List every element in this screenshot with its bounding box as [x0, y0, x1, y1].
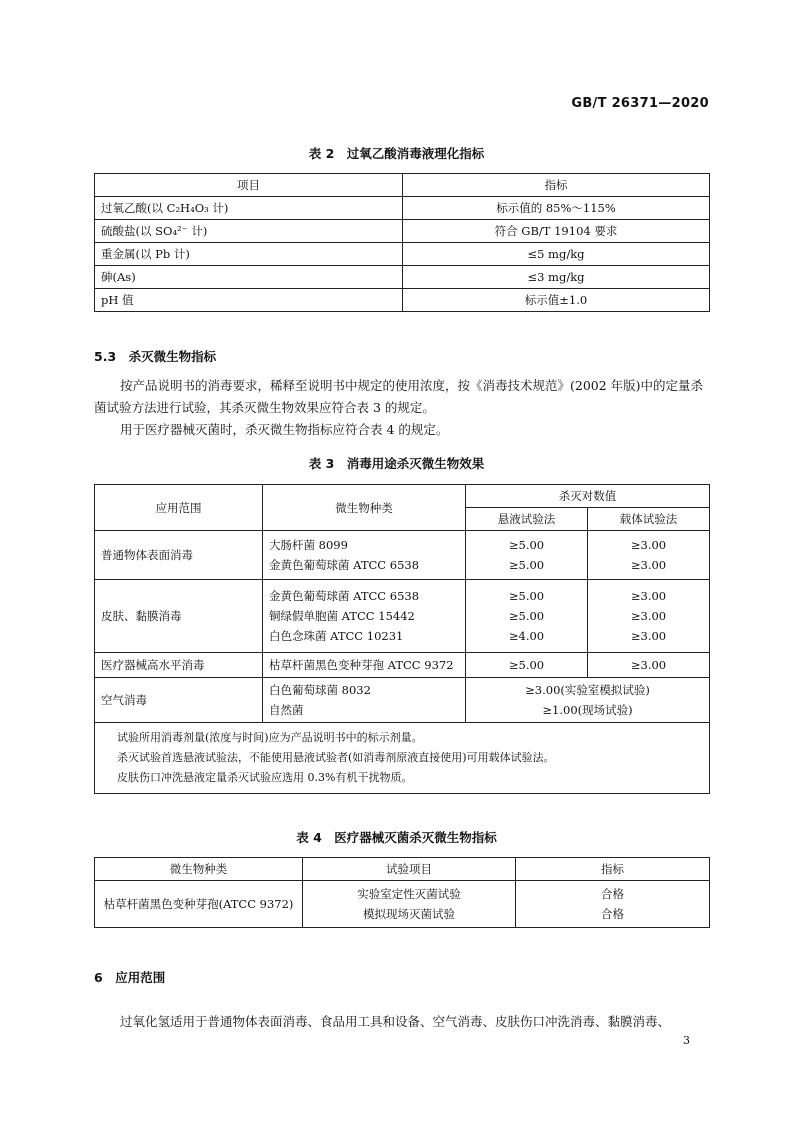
- table3-carrier-values: [588, 531, 710, 580]
- table2-header-row: [95, 174, 710, 197]
- table3-microbes: [263, 678, 466, 723]
- table2-value: 标示值的 85%～115%: [403, 197, 710, 220]
- table-row: [95, 289, 710, 312]
- table3-carrier-value: ≥3.00: [588, 653, 710, 678]
- table3-note: 试验所用消毒剂量(浓度与时间)应为产品说明书中的标示剂量。: [117, 731, 423, 744]
- table3-microbe: 白色葡萄球菌 8032: [269, 683, 371, 697]
- table3-suspension-value: ≥4.00: [508, 629, 545, 643]
- table3-microbes: [263, 580, 466, 653]
- table4-item: 实验室定性灭菌试验: [357, 887, 461, 901]
- table3-carrier-value: ≥3.00: [630, 558, 667, 572]
- table3-notes-row: [95, 723, 710, 794]
- table3: [94, 484, 710, 794]
- table3-microbe: 金黄色葡萄球菌 ATCC 6538: [269, 589, 420, 603]
- table-row: [95, 881, 710, 928]
- table3-scope: 普通物体表面消毒: [95, 531, 263, 580]
- table3-microbe: 自然菌: [269, 703, 304, 717]
- table3-microbes: [263, 531, 466, 580]
- table2-item: 重金属(以 Pb 计): [95, 243, 403, 266]
- table3-suspension-value: ≥5.00: [508, 609, 545, 623]
- table-row: [95, 531, 710, 580]
- section-5-3-paragraph-1: 按产品说明书的消毒要求，稀释至说明书中规定的使用浓度，按《消毒技术规范》(2002 年版)中的定量杀菌试验方法进行试验，其杀灭微生物效果应符合表 3 的规定。: [94, 378, 704, 415]
- table3-microbe: 白色念珠菌 ATCC 10231: [269, 629, 404, 643]
- table3-header-suspension: 悬液试验法: [466, 508, 588, 531]
- table3-suspension-value: ≥5.00: [466, 653, 588, 678]
- table3-air-value: ≥1.00(现场试验): [542, 703, 633, 717]
- table3-scope: 医疗器械高水平消毒: [95, 653, 263, 678]
- table3-suspension-values: [466, 531, 588, 580]
- table-row: [95, 678, 710, 723]
- table3-suspension-value: ≥5.00: [508, 589, 545, 603]
- table3-suspension-values: [466, 580, 588, 653]
- table4-result: 合格: [601, 887, 624, 901]
- table3-note: 皮肤伤口冲洗悬液定量杀灭试验应选用 0.3%有机干扰物质。: [117, 771, 413, 784]
- table4-header-microbe: 微生物种类: [95, 858, 303, 881]
- table3-scope: 皮肤、黏膜消毒: [95, 580, 263, 653]
- table4-result: 合格: [601, 907, 624, 921]
- table3-caption: 表 3 消毒用途杀灭微生物效果: [308, 456, 485, 471]
- table-row: [95, 266, 710, 289]
- table3-carrier-value: ≥3.00: [630, 538, 667, 552]
- table3-suspension-value: ≥5.00: [508, 558, 545, 572]
- table3-header-microbe: 微生物种类: [263, 485, 466, 531]
- table3-microbe: 枯草杆菌黑色变种芽孢 ATCC 9372: [263, 653, 466, 678]
- section-5-3-heading: 5.3 杀灭微生物指标: [94, 349, 217, 364]
- section-6-paragraph: 过氧化氢适用于普通物体表面消毒、食品用工具和设备、空气消毒、皮肤伤口冲洗消毒、黏膜消毒、: [120, 1014, 671, 1029]
- table-row: [95, 220, 710, 243]
- table2-value: ≤5 mg/kg: [403, 243, 710, 266]
- table-row: [95, 653, 710, 678]
- table4-item: 模拟现场灭菌试验: [363, 907, 455, 921]
- table2-item: 过氧乙酸(以 C₂H₄O₃ 计): [95, 197, 403, 220]
- table2: [94, 173, 710, 312]
- table3-carrier-values: [588, 580, 710, 653]
- table4-header-test: 试验项目: [303, 858, 516, 881]
- table3-microbe: 大肠杆菌 8099: [269, 538, 348, 552]
- table3-microbe: 铜绿假单胞菌 ATCC 15442: [269, 609, 415, 623]
- table3-carrier-value: ≥3.00: [630, 589, 667, 603]
- table4-microbe: 枯草杆菌黑色变种芽孢(ATCC 9372): [95, 881, 303, 928]
- table2-header-item: 项目: [95, 174, 403, 197]
- table3-header-scope: 应用范围: [95, 485, 263, 531]
- table4-header-indicator: 指标: [516, 858, 710, 881]
- section-5-3-paragraph-2: 用于医疗器械灭菌时，杀灭微生物指标应符合表 4 的规定。: [120, 422, 449, 437]
- table-row: [95, 243, 710, 266]
- table3-air-value: ≥3.00(实验室模拟试验): [525, 683, 650, 697]
- section-6-heading: 6 应用范围: [94, 970, 166, 985]
- table4-results: [516, 881, 710, 928]
- table3-carrier-value: ≥3.00: [630, 609, 667, 623]
- table3-carrier-value: ≥3.00: [630, 629, 667, 643]
- table3-microbe: 金黄色葡萄球菌 ATCC 6538: [269, 558, 420, 572]
- table3-note: 杀灭试验首选悬液试验法，不能使用悬液试验者(如消毒剂原液直接使用)可用载体试验法。: [117, 751, 555, 764]
- table3-suspension-value: ≥5.00: [508, 538, 545, 552]
- table2-value: 标示值±1.0: [403, 289, 710, 312]
- table3-air-values: [466, 678, 710, 723]
- table3-header-row-1: [95, 485, 710, 508]
- table3-header-carrier: 载体试验法: [588, 508, 710, 531]
- table2-value: 符合 GB/T 19104 要求: [403, 220, 710, 243]
- table2-header-indicator: 指标: [403, 174, 710, 197]
- table2-item: 硫酸盐(以 SO₄²⁻ 计): [95, 220, 403, 243]
- table3-notes: [95, 723, 710, 794]
- standard-code: GB/T 26371—2020: [571, 96, 709, 111]
- table2-value: ≤3 mg/kg: [403, 266, 710, 289]
- table3-header-kill-log: 杀灭对数值: [466, 485, 710, 508]
- table2-item: 砷(As): [95, 266, 403, 289]
- table4: [94, 857, 710, 928]
- table-row: [95, 197, 710, 220]
- table4-items: [303, 881, 516, 928]
- table2-caption: 表 2 过氧乙酸消毒液理化指标: [308, 146, 485, 161]
- page-number: 3: [683, 1034, 690, 1047]
- table4-header-row: [95, 858, 710, 881]
- table3-scope: 空气消毒: [95, 678, 263, 723]
- table2-item: pH 值: [95, 289, 403, 312]
- table-row: [95, 580, 710, 653]
- table4-caption: 表 4 医疗器械灭菌杀灭微生物指标: [296, 830, 497, 845]
